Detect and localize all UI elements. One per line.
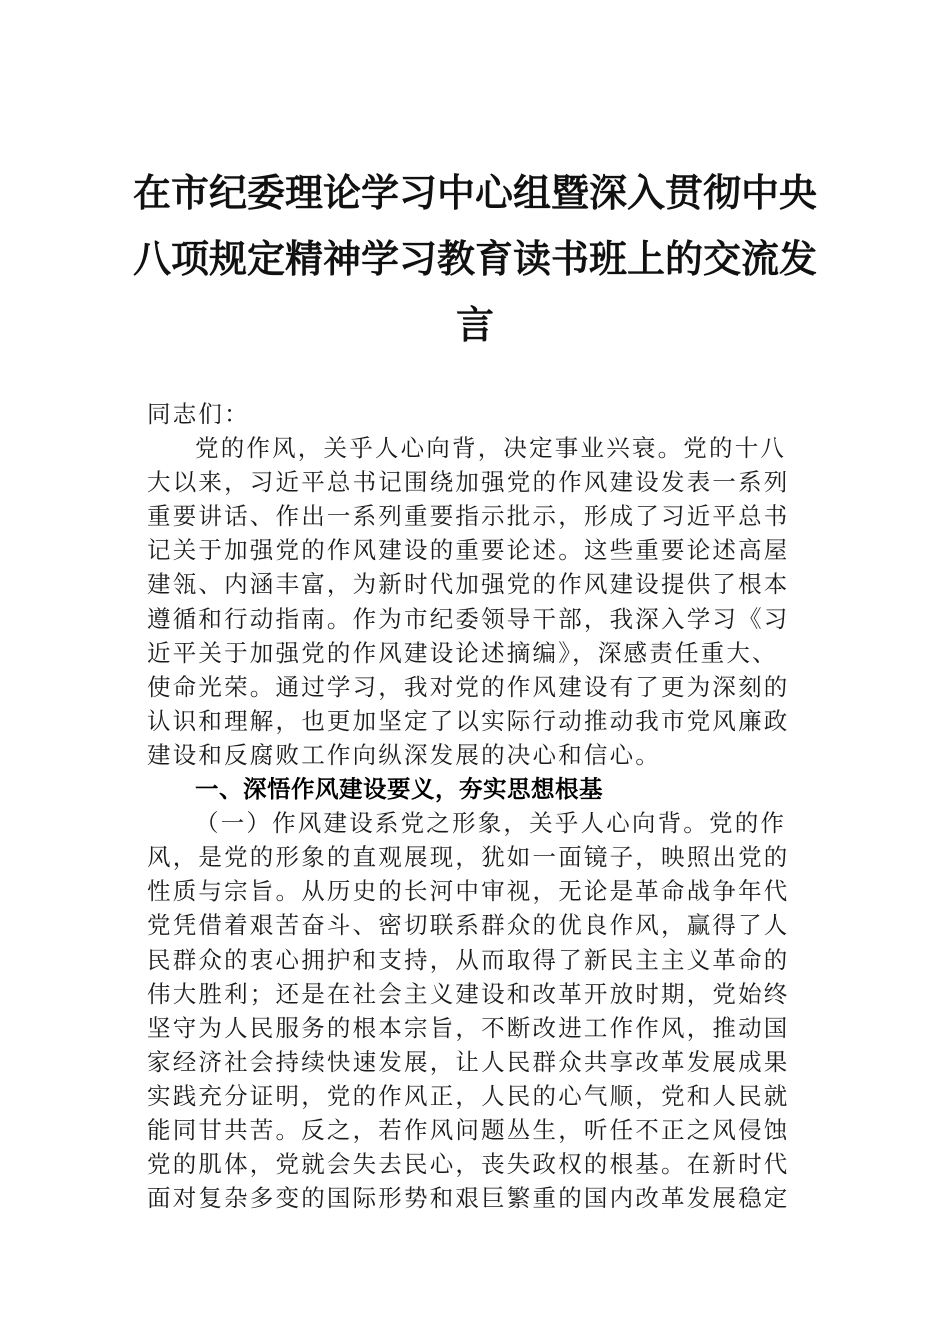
paragraph-section-1 (147, 806, 807, 1215)
paragraph-line: 面对复杂多变的国际形势和艰巨繁重的国内改革发展稳定 (147, 1184, 790, 1213)
paragraph-line: 伟大胜利；还是在社会主义建设和改革开放时期，党始终 (147, 979, 790, 1008)
paragraph-line: 大以来，习近平总书记围绕加强党的作风建设发表一系列 (147, 468, 790, 497)
paragraph-line: 性质与宗旨。从历史的长河中审视，无论是革命战争年代 (147, 877, 790, 906)
paragraph-line: 党的肌体，党就会失去民心，丧失政权的根基。在新时代 (147, 1150, 790, 1179)
paragraph-line: 建设和反腐败工作向纵深发展的决心和信心。 (147, 740, 661, 769)
paragraph-line: 使命光荣。通过学习，我对党的作风建设有了更为深刻的 (147, 672, 790, 701)
title-line: 在市纪委理论学习中心组暨深入贯彻中央 (132, 170, 817, 215)
paragraph-line: 建瓴、内涵丰富，为新时代加强党的作风建设提供了根本 (147, 570, 790, 599)
paragraph-line: 近平关于加强党的作风建设论述摘编》，深感责任重大、 (147, 638, 778, 667)
paragraph-line: 风，是党的形象的直观展现，犹如一面镜子，映照出党的 (147, 843, 790, 872)
paragraph-line: （一）作风建设系党之形象，关乎人心向背。党的作 (195, 809, 787, 838)
paragraph-line: 重要讲话、作出一系列重要指示批示，形成了习近平总书 (147, 502, 790, 531)
section-heading: 一、深悟作风建设要义，夯实思想根基 (195, 775, 603, 804)
paragraph-line: 党的作风，关乎人心向背，决定事业兴衰。党的十八 (195, 434, 787, 463)
title-line: 八项规定精神学习教育读书班上的交流发 (132, 236, 817, 281)
paragraph-line: 坚守为人民服务的根本宗旨，不断改进工作作风，推动国 (147, 1013, 790, 1042)
document-title (130, 160, 820, 358)
paragraph-line: 民群众的衷心拥护和支持，从而取得了新民主主义革命的 (147, 945, 790, 974)
title-line: 言 (455, 302, 494, 347)
paragraph-line: 遵循和行动指南。作为市纪委领导干部，我深入学习《习 (147, 604, 790, 633)
paragraph-line: 家经济社会持续快速发展，让人民群众共享改革发展成果 (147, 1047, 790, 1076)
paragraph-line: 党凭借着艰苦奋斗、密切联系群众的优良作风，赢得了人 (147, 911, 790, 940)
paragraph-line: 能同甘共苦。反之，若作风问题丛生，听任不正之风侵蚀 (147, 1115, 790, 1144)
paragraph-line: 认识和理解，也更加坚定了以实际行动推动我市党风廉政 (147, 706, 790, 735)
paragraph-line: 实践充分证明，党的作风正，人民的心气顺，党和人民就 (147, 1081, 790, 1110)
paragraph-line: 记关于加强党的作风建设的重要论述。这些重要论述高屋 (147, 536, 790, 565)
salutation: 同志们： (147, 400, 250, 428)
paragraph-intro (147, 431, 807, 772)
document-body (147, 397, 807, 1215)
